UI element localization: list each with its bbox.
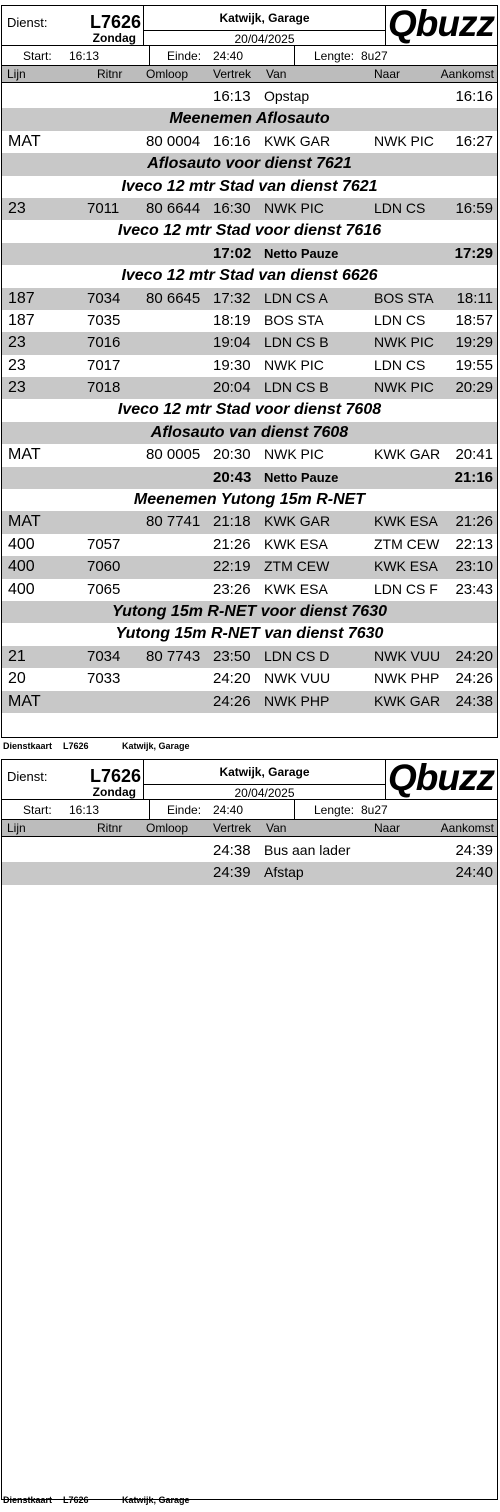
- trip-row: [2, 646, 497, 668]
- cell-ritnr: 7034: [87, 289, 121, 307]
- start-value: 16:13: [69, 803, 100, 817]
- footer-label: Dienstkaart: [3, 1495, 53, 1505]
- cell-lijn: 187: [8, 311, 35, 329]
- cell-vertrek: 24:26: [213, 692, 251, 710]
- trip-row: [2, 131, 497, 153]
- section-title: Meenemen Yutong 15m R-NET: [133, 491, 366, 509]
- section-title: Iveco 12 mtr Stad voor dienst 7608: [117, 401, 382, 419]
- cell-van: NWK VUU: [264, 670, 331, 687]
- section-title-row: [2, 422, 497, 444]
- cell-ritnr: 7033: [87, 670, 121, 688]
- section-title: Aflosauto van dienst 7608: [150, 423, 349, 441]
- cell-aankomst: 19:29: [455, 334, 493, 352]
- cell-vertrek: 23:26: [213, 580, 251, 598]
- cell-van: Afstap: [264, 864, 304, 881]
- trip-row: [2, 377, 497, 399]
- cell-omloop: 80 7743: [146, 647, 201, 665]
- col-aankomst: Aankomst: [440, 821, 494, 835]
- trip-row: [2, 691, 497, 713]
- cell-van: Opstap: [264, 88, 310, 104]
- cell-lijn: 23: [8, 334, 26, 352]
- cell-aankomst: 17:29: [454, 244, 493, 262]
- end-label: Einde:: [167, 49, 202, 63]
- cell-vertrek: 23:50: [213, 647, 251, 665]
- cell-lijn: 20: [8, 670, 26, 688]
- cell-naar: NWK VUU: [374, 647, 441, 664]
- col-lijn: Lijn: [7, 821, 26, 835]
- cell-aankomst: 24:26: [455, 670, 493, 688]
- end-value: 24:40: [213, 49, 244, 63]
- cell-vertrek: 19:30: [213, 356, 251, 374]
- pause-row: [2, 243, 497, 265]
- section-title-row: [2, 623, 497, 645]
- cell-aankomst: 24:20: [455, 647, 493, 665]
- cell-van: NWK PIC: [264, 356, 324, 373]
- cell-lijn: 23: [8, 199, 26, 217]
- cell-ritnr: 7017: [87, 356, 121, 374]
- cell-vertrek: 24:39: [213, 864, 251, 882]
- trip-row: [2, 86, 497, 108]
- cell-aankomst: 18:57: [455, 311, 493, 329]
- section-title-row: [2, 601, 497, 623]
- cell-vertrek: 19:04: [213, 334, 251, 352]
- cell-naar: LDN CS: [374, 311, 426, 328]
- cell-aankomst: 22:13: [455, 535, 493, 553]
- start-label: Start:: [23, 803, 52, 817]
- col-vertrek: Vertrek: [213, 67, 252, 81]
- pause-row: [2, 467, 497, 489]
- length-value: 8u27: [361, 803, 388, 817]
- card-header: [2, 757, 497, 800]
- dienst-day: Zondag: [92, 785, 136, 799]
- cell-omloop: 80 0004: [146, 132, 201, 150]
- cell-naar: KWK ESA: [374, 558, 438, 575]
- col-van: Van: [266, 67, 287, 81]
- qbuzz-logo: Qbuzz: [388, 757, 494, 798]
- section-title: Aflosauto voor dienst 7621: [147, 155, 352, 173]
- col-omloop: Omloop: [146, 821, 189, 835]
- cell-omloop: 80 7741: [146, 513, 201, 531]
- trip-row: [2, 668, 497, 690]
- section-title: Iveco 12 mtr Stad voor dienst 7616: [117, 222, 382, 240]
- cell-lijn: MAT: [8, 692, 41, 710]
- length-label: Lengte:: [314, 803, 355, 817]
- trip-row: [2, 862, 497, 884]
- col-ritnr: Ritnr: [97, 821, 123, 835]
- cell-aankomst: 24:38: [455, 692, 493, 710]
- card-frame: [1, 5, 498, 738]
- cell-aankomst: 19:55: [455, 356, 493, 374]
- cell-ritnr: 7060: [87, 558, 121, 576]
- section-title: Yutong 15m R-NET voor dienst 7630: [111, 602, 387, 620]
- cell-naar: NWK PIC: [374, 379, 434, 396]
- start-value: 16:13: [69, 49, 100, 63]
- cell-vertrek: 20:30: [213, 446, 251, 464]
- cell-ritnr: 7057: [87, 535, 121, 553]
- cell-naar: NWK PIC: [374, 132, 434, 149]
- cell-aankomst: 20:29: [455, 379, 493, 397]
- section-title: Yutong 15m R-NET van dienst 7630: [115, 625, 384, 643]
- cell-vertrek: 21:26: [213, 535, 251, 553]
- cell-aankomst: 24:39: [455, 842, 493, 859]
- cell-naar: LDN CS: [374, 199, 426, 216]
- section-title-row: [2, 108, 497, 130]
- cell-vertrek: 20:43: [213, 468, 252, 486]
- cell-van: KWK GAR: [264, 132, 331, 149]
- cell-naar: KWK GAR: [374, 446, 441, 463]
- dienst-label: Dienst:: [7, 15, 48, 30]
- cell-vertrek: 16:13: [213, 88, 251, 105]
- cell-vertrek: 16:30: [213, 199, 251, 217]
- cell-van: KWK ESA: [264, 535, 328, 552]
- cell-lijn: 400: [8, 580, 35, 598]
- summary-row: [2, 46, 497, 66]
- end-label: Einde:: [167, 803, 202, 817]
- service-date: 20/04/2025: [234, 786, 295, 800]
- col-vertrek: Vertrek: [213, 821, 252, 835]
- cell-ritnr: 7065: [87, 580, 121, 598]
- cell-ritnr: 7034: [87, 647, 121, 665]
- footer-dienst: L7626: [63, 741, 89, 751]
- cell-lijn: 400: [8, 558, 35, 576]
- cell-vertrek: 16:16: [213, 132, 251, 150]
- length-label: Lengte:: [314, 49, 355, 63]
- cell-lijn: 187: [8, 289, 35, 307]
- section-title-row: [2, 489, 497, 511]
- cell-aankomst: 18:11: [456, 289, 493, 307]
- cell-omloop: 80 6644: [146, 199, 201, 217]
- cell-van: NWK PHP: [264, 692, 330, 709]
- column-header: [2, 820, 497, 837]
- trip-row: [2, 534, 497, 556]
- schedule-rows: [2, 840, 497, 885]
- column-header: [2, 66, 497, 83]
- footer-location: Katwijk, Garage: [122, 741, 190, 751]
- cell-omloop: 80 0005: [146, 446, 201, 464]
- cell-naar: ZTM CEW: [374, 535, 440, 552]
- section-title-row: [2, 265, 497, 287]
- cell-vertrek: 24:38: [213, 842, 251, 859]
- trip-row: [2, 556, 497, 578]
- cell-vertrek: 21:18: [213, 513, 251, 531]
- section-title-row: [2, 153, 497, 175]
- trip-row: [2, 198, 497, 220]
- cell-naar: KWK ESA: [374, 513, 438, 530]
- section-title-row: [2, 399, 497, 421]
- dienst-day: Zondag: [92, 31, 136, 45]
- cell-van: KWK ESA: [264, 580, 328, 597]
- cell-ritnr: 7035: [87, 311, 121, 329]
- cell-van: LDN CS A: [264, 289, 328, 306]
- cell-naar: KWK GAR: [374, 692, 441, 709]
- cell-van: LDN CS D: [264, 647, 330, 664]
- qbuzz-logo: Qbuzz: [388, 3, 494, 44]
- cell-lijn: 23: [8, 356, 26, 374]
- cell-lijn: 400: [8, 535, 35, 553]
- service-date: 20/04/2025: [234, 32, 295, 46]
- cell-aankomst: 16:16: [455, 88, 493, 105]
- cell-naar: LDN CS: [374, 356, 426, 373]
- start-label: Start:: [23, 49, 52, 63]
- cell-lijn: MAT: [8, 446, 41, 464]
- trip-row: [2, 332, 497, 354]
- dienst-number: L7626: [89, 12, 141, 32]
- cell-van: Bus aan lader: [264, 842, 351, 858]
- end-value: 24:40: [213, 803, 244, 817]
- cell-van: ZTM CEW: [264, 558, 330, 575]
- card-header: [2, 3, 497, 46]
- schedule-rows: [2, 86, 497, 713]
- cell-naar: NWK PIC: [374, 334, 434, 351]
- cell-aankomst: 21:26: [455, 513, 493, 531]
- cell-vertrek: 22:19: [213, 558, 251, 576]
- trip-row: [2, 288, 497, 310]
- col-ritnr: Ritnr: [97, 67, 123, 81]
- cell-ritnr: 7011: [87, 199, 120, 217]
- cell-naar: BOS STA: [374, 289, 434, 306]
- cell-van: NWK PIC: [264, 446, 324, 463]
- footer-dienst: L7626: [63, 1495, 89, 1505]
- col-naar: Naar: [374, 67, 401, 81]
- trip-row: [2, 840, 497, 862]
- trip-row: [2, 444, 497, 466]
- cell-van: LDN CS B: [264, 334, 329, 351]
- cell-van: BOS STA: [264, 311, 324, 328]
- col-aankomst: Aankomst: [440, 67, 494, 81]
- section-title: Meenemen Aflosauto: [169, 110, 330, 128]
- footer-location: Katwijk, Garage: [122, 1495, 190, 1505]
- cell-van: KWK GAR: [264, 513, 331, 530]
- cell-lijn: MAT: [8, 132, 41, 150]
- cell-vertrek: 24:20: [213, 670, 251, 688]
- col-naar: Naar: [374, 821, 401, 835]
- cell-lijn: 21: [8, 647, 26, 665]
- cell-van: LDN CS B: [264, 379, 329, 396]
- section-title-row: [2, 176, 497, 198]
- cell-vertrek: 20:04: [213, 379, 251, 397]
- cell-ritnr: 7018: [87, 379, 121, 397]
- cell-van: Netto Pauze: [264, 245, 339, 261]
- cell-lijn: 23: [8, 379, 26, 397]
- cell-naar: NWK PHP: [374, 670, 440, 687]
- trip-row: [2, 511, 497, 533]
- dienst-number: L7626: [89, 766, 141, 786]
- cell-van: NWK PIC: [264, 199, 324, 216]
- card-frame: [1, 759, 498, 1500]
- cell-lijn: MAT: [8, 513, 41, 531]
- section-title: Iveco 12 mtr Stad van dienst 7621: [121, 177, 378, 195]
- length-value: 8u27: [361, 49, 388, 63]
- cell-aankomst: 23:10: [455, 558, 493, 576]
- col-omloop: Omloop: [146, 67, 189, 81]
- section-title: Iveco 12 mtr Stad van dienst 6626: [121, 267, 378, 285]
- cell-aankomst: 24:40: [455, 864, 493, 882]
- cell-aankomst: 16:27: [455, 132, 493, 150]
- summary-row: [2, 800, 497, 820]
- cell-van: Netto Pauze: [264, 469, 339, 485]
- cell-ritnr: 7016: [87, 334, 121, 352]
- col-lijn: Lijn: [7, 67, 26, 81]
- cell-aankomst: 16:59: [455, 199, 493, 217]
- cell-vertrek: 18:19: [213, 311, 251, 329]
- garage-location: Katwijk, Garage: [219, 765, 310, 779]
- garage-location: Katwijk, Garage: [219, 11, 310, 25]
- dienst-label: Dienst:: [7, 769, 48, 784]
- trip-row: [2, 579, 497, 601]
- cell-aankomst: 20:41: [455, 446, 493, 464]
- section-title-row: [2, 220, 497, 242]
- cell-vertrek: 17:02: [213, 244, 252, 262]
- cell-aankomst: 23:43: [455, 580, 493, 598]
- trip-row: [2, 310, 497, 332]
- footer-label: Dienstkaart: [3, 741, 53, 751]
- cell-vertrek: 17:32: [213, 289, 251, 307]
- cell-aankomst: 21:16: [454, 468, 493, 486]
- cell-omloop: 80 6645: [146, 289, 201, 307]
- trip-row: [2, 355, 497, 377]
- col-van: Van: [266, 821, 287, 835]
- cell-naar: LDN CS F: [374, 580, 438, 597]
